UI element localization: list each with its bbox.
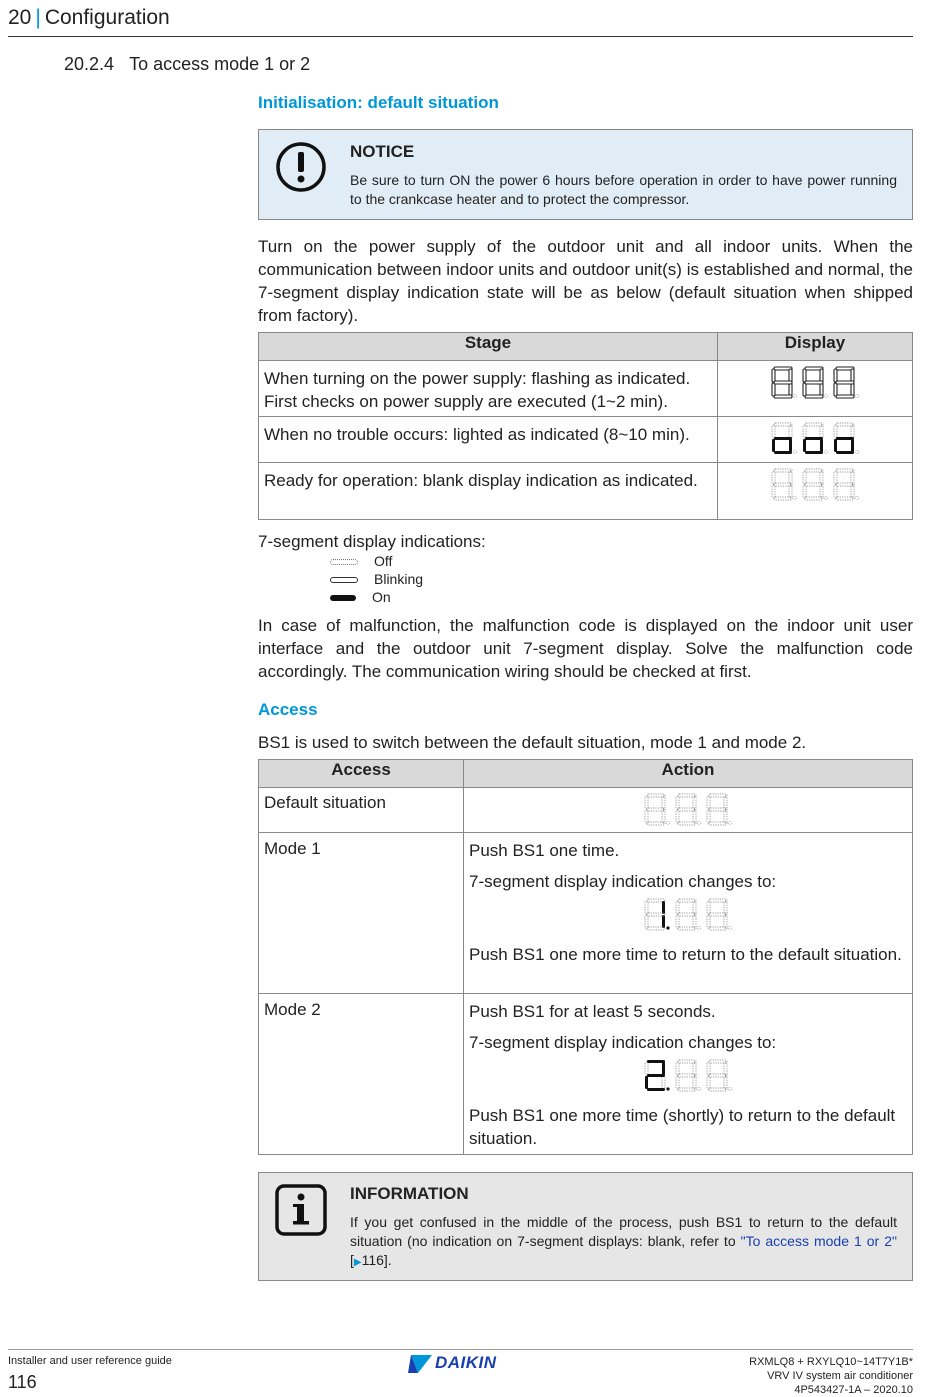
segment-d [709,927,727,930]
notice-box [258,129,913,220]
stage-row-power-on: When turning on the power supply: flashing as indicated. First checks on power supply are executed (1~2 min). [259,361,718,417]
segment-e [676,810,679,823]
section-title-text: To access mode 1 or 2 [129,54,311,74]
segment-d [805,451,823,454]
segment-c [693,810,696,823]
segment-f [772,369,775,382]
mode2-step1: Push BS1 for at least 5 seconds. [469,1002,716,1021]
mode2-action-cell [464,994,913,1155]
segment-b [820,369,823,382]
segment-g [647,1074,665,1077]
segment-g [805,483,823,486]
chapter-title: Configuration [44,6,170,29]
segment-g [774,437,792,440]
mode1-step2: 7-segment display indication changes to: [469,872,777,891]
segment-e [834,439,837,452]
decimal-point [855,450,858,453]
default-situation-display-cell [464,788,913,833]
footer-product: VRV IV system air conditioner [767,1370,913,1382]
stage-table [258,332,913,520]
segment-e [645,915,648,928]
mode1-step1: Push BS1 one time. [469,841,620,860]
segment-f [772,425,775,438]
legend-blinking-swatch [330,577,358,583]
segment-c [789,485,792,498]
decimal-point [824,394,827,397]
information-text-main: If you get confused in the middle of the process, push BS1 to return to the default situation (no indication on 7-segment displays: blank, refer to [350,1214,897,1249]
header-separator: | [35,6,41,29]
action-header: Action [464,760,913,788]
mode2-step2: 7-segment display indication changes to: [469,1033,777,1052]
footer-doc: 4P543427-1A – 2020.10 [794,1384,913,1396]
segment-b [693,901,696,914]
legend-title: 7-segment display indications: [258,532,486,551]
segment-f [676,901,679,914]
legend-item-blinking [330,571,423,587]
mode1-step3: Push BS1 one more time to return to the default situation. [469,945,902,964]
segment-f [834,471,837,484]
segment-b [693,796,696,809]
segment-d [709,822,727,825]
chapter-header [8,6,170,30]
segment-g [678,913,696,916]
segment-c [693,915,696,928]
decimal-point [793,394,796,397]
segment-g [774,483,792,486]
info-icon [274,1183,328,1237]
information-text [350,1213,897,1272]
segment-b [820,425,823,438]
segment-b [662,1062,665,1075]
segment-g [678,1074,696,1077]
segment-e [707,1076,710,1089]
decimal-point [666,926,669,929]
seven-segment-display-flashing [768,365,863,399]
chapter-number: 20 [8,6,32,29]
seven-segment-display-default [641,792,736,826]
decimal-point [697,821,700,824]
segment-b [662,796,665,809]
segment-e [645,1076,648,1089]
segment-e [834,485,837,498]
segment-b [724,796,727,809]
seven-segment-display-lighted [768,421,863,455]
segment-e [803,439,806,452]
segment-d [647,822,665,825]
decimal-point [824,450,827,453]
intro-paragraph: Turn on the power supply of the outdoor unit and all indoor units. When the communication between indoor units and outdoor unit(s) is established and normal, the 7-segment display indication state will be as below (default situation when shipped from factory). [258,237,913,325]
segment-c [789,383,792,396]
segment-d [678,822,696,825]
segment-f [803,425,806,438]
segment-g [836,381,854,384]
mode2-step3: Push BS1 one more time (shortly) to return to the default situation. [469,1106,896,1148]
segment-b [789,471,792,484]
segment-f [803,369,806,382]
segment-a [709,899,727,902]
mode2-label: Mode 2 [259,994,464,1155]
segment-c [724,1076,727,1089]
decimal-point [666,821,669,824]
decimal-point [697,1087,700,1090]
footer-model-block [749,1355,913,1397]
segment-a [836,423,854,426]
segment-b [789,369,792,382]
decimal-point [666,1087,669,1090]
segment-a [774,469,792,472]
segment-d [774,497,792,500]
segment-a [647,794,665,797]
segment-f [645,901,648,914]
segment-d [836,497,854,500]
daikin-logo-text: DAIKIN [435,1353,497,1372]
segment-e [676,1076,679,1089]
segment-c [851,439,854,452]
malfunction-paragraph: In case of malfunction, the malfunction code is displayed on the indoor unit user interface and the outdoor unit 7-segment display. Solve the malfunction code accordingly. The communication wiring should be checked at first. [258,616,913,681]
segment-e [645,810,648,823]
segment-a [709,794,727,797]
stage-header: Stage [259,333,718,361]
segment-c [662,1076,665,1089]
daikin-logo-icon [408,1354,434,1374]
segment-b [693,1062,696,1075]
segment-f [645,796,648,809]
legend-item-on [330,589,391,605]
header-divider [8,36,913,37]
information-title: INFORMATION [350,1184,469,1203]
notice-title: NOTICE [350,142,415,161]
segment-c [724,810,727,823]
segment-d [647,1088,665,1091]
decimal-point [793,450,796,453]
segment-a [678,1060,696,1063]
segment-e [803,383,806,396]
decimal-point [793,496,796,499]
segment-e [803,485,806,498]
segment-b [851,425,854,438]
segment-g [709,808,727,811]
segment-d [836,395,854,398]
information-link[interactable]: "To access mode 1 or 2" [740,1233,897,1249]
daikin-logo [408,1352,513,1376]
information-box [258,1172,913,1281]
segment-d [805,395,823,398]
segment-b [851,369,854,382]
segment-c [693,1076,696,1089]
bs1-paragraph: BS1 is used to switch between the default situation, mode 1 and mode 2. [258,733,807,752]
segment-d [805,497,823,500]
segment-g [836,437,854,440]
decimal-point [824,496,827,499]
segment-e [707,810,710,823]
footer-model: RXMLQ8 + RXYLQ10~14T7Y1B* [749,1356,913,1368]
segment-c [724,915,727,928]
legend-off-swatch [330,559,358,565]
segment-f [676,796,679,809]
segment-a [709,1060,727,1063]
segment-b [724,901,727,914]
decimal-point [728,926,731,929]
stage-row-ready: Ready for operation: blank display indication as indicated. [259,463,718,520]
access-header: Access [259,760,464,788]
footer-page-number: 116 [8,1372,37,1392]
segment-g [678,808,696,811]
segment-f [772,471,775,484]
exclamation-icon [274,140,328,194]
segment-b [820,471,823,484]
segment-e [676,915,679,928]
segment-g [805,437,823,440]
segment-e [772,383,775,396]
segment-d [836,451,854,454]
segment-g [709,1074,727,1077]
segment-c [851,383,854,396]
segment-d [774,395,792,398]
init-heading: Initialisation: default situation [258,93,499,112]
access-heading: Access [258,700,318,719]
segment-f [676,1062,679,1075]
segment-g [709,913,727,916]
segment-f [707,1062,710,1075]
segment-c [820,439,823,452]
legend-on-label: On [372,589,391,605]
segment-e [834,383,837,396]
segment-d [709,1088,727,1091]
section-number: 20.2.4 [64,54,115,74]
segment-c [820,383,823,396]
information-bracket-close: ]. [383,1252,392,1268]
segment-b [662,901,665,914]
segment-f [707,796,710,809]
segment-a [836,469,854,472]
segment-f [834,369,837,382]
decimal-point [728,1087,731,1090]
legend-item-off [330,553,392,569]
information-page-ref[interactable]: 116 [361,1252,384,1268]
segment-c [789,439,792,452]
segment-d [678,1088,696,1091]
decimal-point [728,821,731,824]
segment-d [678,927,696,930]
footer-guide: Installer and user reference guide [8,1355,172,1367]
segment-g [805,381,823,384]
section-title [64,54,310,75]
segment-b [724,1062,727,1075]
display-cell-blank [718,463,913,520]
decimal-point [697,926,700,929]
segment-b [851,471,854,484]
seven-segment-display-mode2 [641,1058,736,1092]
mode1-action-cell [464,833,913,994]
segment-f [803,471,806,484]
notice-text: Be sure to turn ON the power 6 hours before operation in order to have power running to the crankcase heater and to protect the compressor. [350,172,897,207]
display-header: Display [718,333,913,361]
segment-f [645,1062,648,1075]
decimal-point [855,394,858,397]
segment-a [805,469,823,472]
segment-b [789,425,792,438]
segment-f [707,901,710,914]
segment-f [834,425,837,438]
default-situation-label: Default situation [259,788,464,833]
segment-g [774,381,792,384]
segment-g [836,483,854,486]
legend-off-label: Off [374,553,393,569]
page-ref-arrow-icon: ▶ [353,1257,362,1268]
segment-c [662,810,665,823]
stage-row-no-trouble: When no trouble occurs: lighted as indicated (8~10 min). [259,417,718,463]
display-cell-flashing [718,361,913,417]
segment-a [678,899,696,902]
seven-segment-display-mode1 [641,897,736,931]
segment-a [678,794,696,797]
segment-c [662,915,665,928]
footer-divider [8,1349,913,1350]
access-table [258,759,913,1155]
segment-c [820,485,823,498]
segment-e [772,485,775,498]
decimal-point [855,496,858,499]
segment-d [774,451,792,454]
segment-c [851,485,854,498]
segment-a [774,423,792,426]
legend-on-swatch [330,595,356,601]
segment-e [772,439,775,452]
legend-blinking-label: Blinking [374,571,424,587]
seven-segment-display-blank [768,467,863,501]
display-cell-lighted [718,417,913,463]
mode1-label: Mode 1 [259,833,464,994]
information-bracket-open: [ [350,1252,354,1268]
segment-g [647,808,665,811]
segment-e [707,915,710,928]
segment-a [805,423,823,426]
